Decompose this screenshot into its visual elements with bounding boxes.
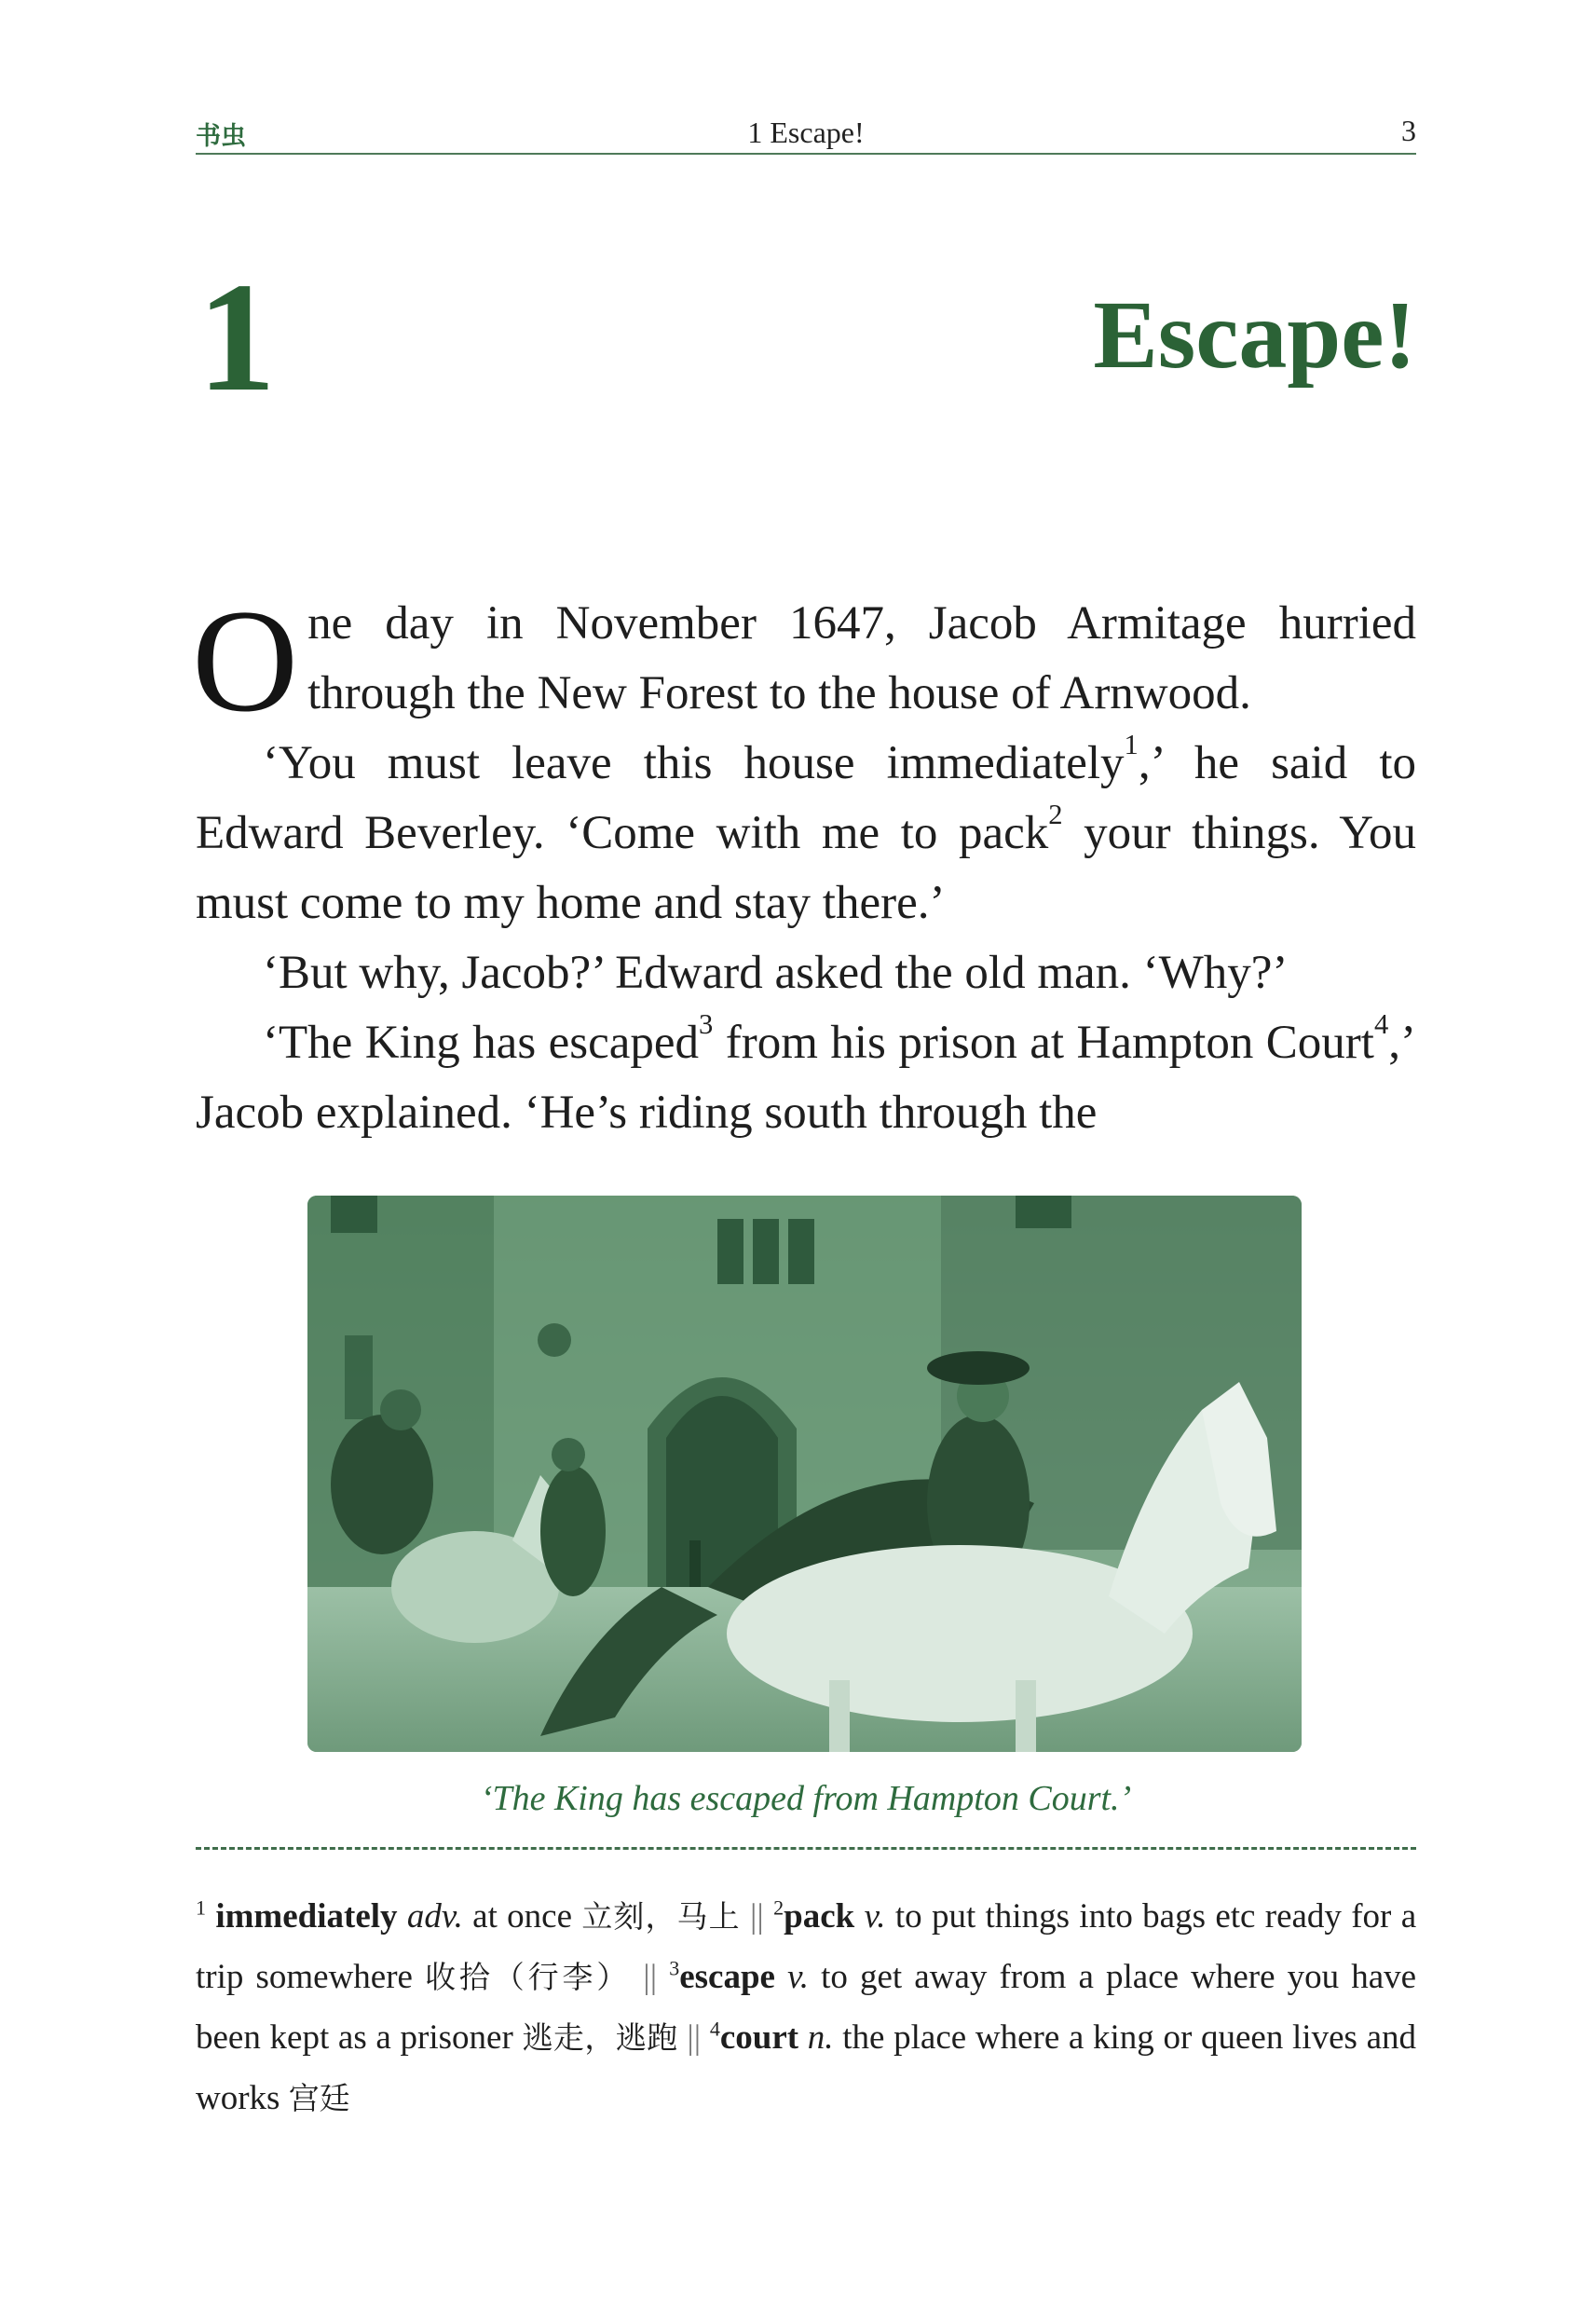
paragraph-1 [192, 580, 1416, 743]
footnote-3-def: to get away from a place where you have been kept as a prisoner [196, 1958, 1417, 2057]
body-text [192, 580, 1416, 1148]
chapter-number: 1 [198, 251, 276, 424]
footnote-3-number: 3 [669, 1956, 680, 1980]
footnote-marker-4[interactable]: 4 [1373, 1008, 1389, 1041]
second-rider [540, 1466, 606, 1596]
paragraph-3 [196, 938, 1416, 1008]
window [345, 1335, 373, 1419]
footnote-marker-3[interactable]: 3 [699, 1008, 714, 1041]
footnote-marker-2[interactable]: 2 [1048, 799, 1063, 831]
footnote-3-zh: 逃走，逃跑 [522, 2019, 678, 2056]
paragraph-2 [196, 729, 1416, 938]
window [717, 1219, 743, 1284]
paragraph-1-text: ne day in November 1647, Jacob Armitage hurried through the New Forest to the house of Arnwood. [307, 597, 1416, 719]
paragraph-2-part-b: ,’ he said to Edward Beverley. ‘Come with me to pack [196, 737, 1416, 859]
footnote-2-def: to put things into bags etc ready for a trip somewhere [196, 1897, 1417, 1996]
footnote-1-def: at once [472, 1897, 573, 1936]
separator: || [750, 1897, 764, 1936]
second-rider-head [552, 1438, 585, 1471]
distant-figure [689, 1540, 701, 1587]
horse-leg [1016, 1680, 1036, 1752]
footnote-marker-1[interactable]: 1 [1124, 729, 1139, 761]
footnote-3-pos: v. [787, 1958, 810, 1996]
window [753, 1219, 779, 1284]
footnote-1-word: immediately [215, 1897, 398, 1936]
footnote-4-zh: 宫廷 [288, 2080, 350, 2116]
drop-cap: O [192, 580, 299, 743]
footnote-4-word: court [719, 2018, 799, 2057]
series-logo: 书虫 [196, 122, 246, 151]
paragraph-4-part-a: ‘The King has escaped [263, 1017, 700, 1069]
window [1016, 1196, 1071, 1228]
separator: || [643, 1958, 658, 1996]
left-rider [331, 1415, 433, 1554]
header-rule [196, 153, 1416, 155]
window [788, 1219, 814, 1284]
footnote-4-number: 4 [709, 2017, 720, 2041]
header-chapter-title: 1 Escape! [747, 116, 865, 149]
illustration-caption: ‘The King has escaped from Hampton Court.’ [480, 1779, 1132, 1818]
footnote-2-word: pack [784, 1897, 855, 1936]
footnotes [196, 1886, 1416, 2128]
running-header [196, 110, 1416, 153]
footnote-3-word: escape [679, 1958, 775, 1996]
footnote-2-number: 2 [773, 1895, 784, 1920]
footnote-4-pos: n. [807, 2018, 834, 2057]
footnote-1-pos: adv. [406, 1897, 463, 1936]
round-window [538, 1323, 571, 1357]
footnote-1-zh: 立刻，马上 [581, 1898, 741, 1935]
paragraph-3-text: ‘But why, Jacob?’ Edward asked the old man. ‘Why?’ [263, 947, 1289, 999]
horse-leg [829, 1680, 850, 1752]
separator: || [687, 2018, 702, 2057]
paragraph-4-part-b: from his prison at Hampton Court [713, 1017, 1374, 1069]
illustration-scene [307, 1196, 1302, 1752]
king-hat [927, 1351, 1030, 1385]
illustration [307, 1196, 1302, 1752]
paragraph-2-part-c: your things. You must come to my home and stay there.’ [196, 807, 1416, 929]
footnote-block [196, 1886, 1416, 2128]
paragraph-2-part-a: ‘You must leave this house immediately [263, 737, 1125, 789]
footnote-1-number: 1 [196, 1895, 206, 1920]
page-number: 3 [1401, 114, 1416, 147]
window [331, 1196, 377, 1233]
footnote-4-def: the place where a king or queen lives and works [196, 2018, 1417, 2117]
footnote-2-pos: v. [864, 1897, 886, 1936]
footnote-2-zh: 收拾（行李） [425, 1959, 632, 1995]
chapter-title: Escape! [1093, 281, 1416, 389]
paragraph-4-part-c: ,’ Jacob explained. ‘He’s riding south through the [196, 1017, 1416, 1139]
left-rider-head [380, 1389, 421, 1430]
paragraph-4 [196, 1008, 1416, 1148]
footnote-separator [196, 1847, 1416, 1850]
